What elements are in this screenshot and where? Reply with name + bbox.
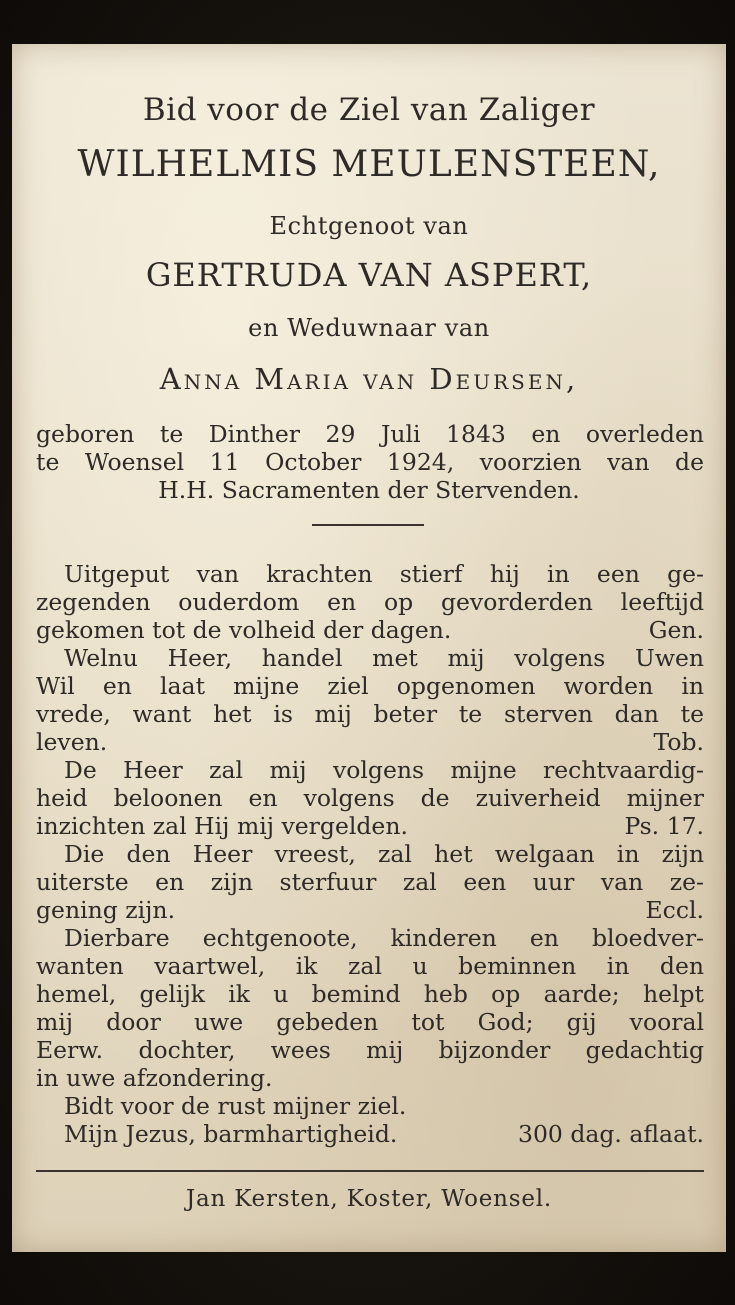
scripture-reference: Tob. <box>653 728 704 756</box>
text-line: wanten vaartwel, ik zal u beminnen in den <box>36 952 704 980</box>
text-line: Uitgeput van krachten stierf hij in een ge- <box>64 560 704 588</box>
first-spouse-name: Anna Maria van Deursen, <box>159 362 579 396</box>
text-line-with-reference <box>36 812 704 840</box>
text-line: leven. <box>36 728 108 756</box>
bio-line: geboren te Dinther 29 Juli 1843 en overleden <box>36 420 704 448</box>
text-line: uiterste en zijn sterfuur zal een uur van ze- <box>36 868 704 896</box>
scripture-reference: Gen. <box>648 616 704 644</box>
prayer-heading: Bid voor de Ziel van Zaliger <box>142 92 596 128</box>
printer-credit: Jan Kersten, Koster, Woensel. <box>185 1186 553 1212</box>
text-line: heid beloonen en volgens de zuiverheid mijner <box>36 784 704 812</box>
deceased-name: WILHELMIS MEULENSTEEN, <box>77 144 661 185</box>
text-line: gekomen tot de volheid der dagen. <box>36 616 452 644</box>
text-line: in uwe afzondering. <box>36 1064 273 1092</box>
text-line: Eerw. dochter, wees mij bijzonder gedachtig <box>36 1036 704 1064</box>
text-line-with-reference <box>36 896 704 924</box>
bio-line: te Woensel 11 October 1924, voorzien van de <box>36 448 704 476</box>
bio-line: H.H. Sacramenten der Stervenden. <box>158 476 580 504</box>
text-line: zegenden ouderdom en op gevorderden leeftijd <box>36 588 704 616</box>
text-line: mij door uwe gebeden tot God; gij vooral <box>36 1008 704 1036</box>
text-line: Mijn Jezus, barmhartigheid. <box>64 1120 398 1148</box>
memorial-card <box>12 44 726 1252</box>
closing-prayer: Bidt voor de rust mijner ziel. <box>64 1092 407 1120</box>
indulgence-line <box>36 1120 704 1148</box>
text-line: vrede, want het is mij beter te sterven dan te <box>36 700 704 728</box>
scripture-reference: Ps. 17. <box>624 812 704 840</box>
text-line: Welnu Heer, handel met mij volgens Uwen <box>64 644 704 672</box>
text-line: hemel, gelijk ik u bemind heb op aarde; helpt <box>36 980 704 1008</box>
text-line: Dierbare echtgenoote, kinderen en bloedver- <box>64 924 704 952</box>
indulgence-reference: 300 dag. aflaat. <box>518 1120 704 1148</box>
divider-long <box>36 1170 704 1172</box>
text-line: inzichten zal Hij mij vergelden. <box>36 812 408 840</box>
scripture-reference: Eccl. <box>645 896 704 924</box>
text-line-with-reference <box>36 616 704 644</box>
text-line: Wil en laat mijne ziel opgenomen worden in <box>36 672 704 700</box>
relation-spouse-line: Echtgenoot van <box>269 212 469 240</box>
spouse-name: GERTRUDA VAN ASPERT, <box>145 256 593 294</box>
relation-widower-line: en Weduwnaar van <box>248 314 490 342</box>
text-line: gening zijn. <box>36 896 176 924</box>
divider-short <box>312 524 424 526</box>
text-line-with-reference <box>36 728 704 756</box>
text-line: Die den Heer vreest, zal het welgaan in zijn <box>64 840 704 868</box>
text-line: De Heer zal mij volgens mijne rechtvaardig- <box>64 756 704 784</box>
